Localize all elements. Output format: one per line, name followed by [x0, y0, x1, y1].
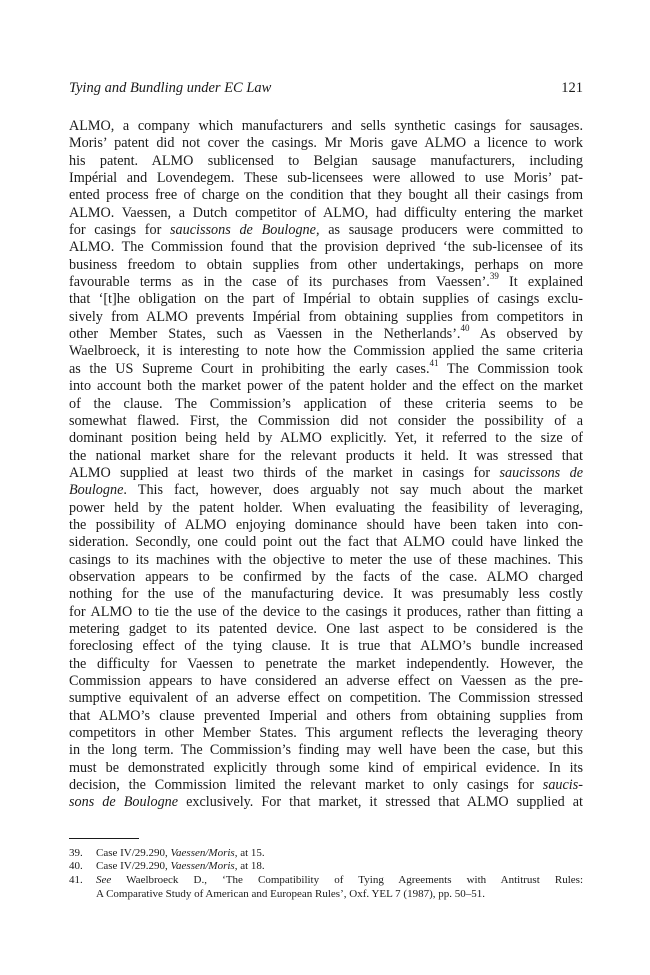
text-line: [69, 413, 583, 430]
body-text: [69, 118, 583, 812]
text-line: [69, 500, 583, 517]
text-line: [69, 760, 583, 777]
text-run: , at 18.: [234, 860, 265, 873]
text-run: ALMO, a company which manufacturers and sells synthetic casings for sausages.: [69, 118, 583, 134]
text-run: into account both the market power of the patent holder and the effect on the market: [69, 378, 583, 395]
text-run: The Commission took: [438, 360, 583, 377]
italic-run: saucis-: [542, 777, 583, 794]
text-line: [69, 656, 583, 673]
text-run: Commission appears to have considered an adverse effect on Vaessen as the pre-: [69, 673, 583, 689]
footnote-text: [96, 874, 583, 901]
text-run: must be demonstrated explicitly through some kind of empirical evidence. In its: [69, 759, 583, 776]
text-run: Case IV/29.290,: [96, 846, 171, 859]
footnote-line: [96, 874, 583, 888]
text-run: metering gadget to its patented device. One last aspect to be considered is the: [69, 620, 583, 637]
text-run: favourable terms as in the case of its purchases from Vaessen’.: [69, 274, 490, 291]
text-run: nothing for the use of the manufacturing device. It was presumably less costly: [69, 586, 583, 603]
footnote-line: [96, 888, 583, 902]
text-run: . This fact, however, does arguably not say much about the market: [123, 482, 583, 499]
text-line: [69, 448, 583, 465]
footnotes: [69, 847, 583, 901]
text-run: As observed by: [469, 326, 583, 343]
footnote: [69, 874, 583, 901]
text-run: sively from ALMO prevents Impérial from obtaining supplies from competitors in: [69, 308, 583, 325]
text-line: [69, 604, 583, 621]
text-run: Waelbroeck, it is interesting to note how the Commission applied the same criteria: [69, 343, 583, 360]
text-run: ented process free of charge on the condition that they bought all their casings from: [69, 187, 583, 204]
text-run: as the US Supreme Court in prohibiting the early cases.: [69, 360, 430, 377]
text-line: [69, 222, 583, 239]
text-run: the national market share for the relevant products it held. It was stressed that: [69, 447, 583, 464]
text-run: ALMO. Vaessen, a Dutch competitor of ALMO, had difficulty entering the market: [69, 204, 583, 221]
text-line: [69, 621, 583, 638]
text-line: [69, 309, 583, 326]
text-run: in the long term. The Commission’s finding may well have been the case, but this: [69, 742, 583, 759]
text-run: Moris’ patent did not cover the casings. Mr Moris gave ALMO a licence to work: [69, 135, 583, 152]
text-line: [69, 794, 583, 811]
text-line: [69, 586, 583, 603]
text-line: [69, 638, 583, 655]
book-page: [69, 80, 583, 901]
running-header: [69, 80, 583, 104]
footnote-ref: 40: [460, 323, 470, 334]
footnote-line: [96, 860, 583, 874]
text-line: [69, 271, 583, 291]
text-line: [69, 343, 583, 360]
footnote-number: 39.: [69, 846, 83, 859]
text-run: It explained: [498, 274, 583, 291]
text-line: [69, 517, 583, 534]
text-line: [69, 569, 583, 586]
footnote-number: 40.: [69, 860, 83, 873]
text-line: [69, 118, 583, 135]
text-line: [69, 239, 583, 256]
italic-run: Vaessen/Moris: [170, 860, 235, 873]
text-line: [69, 323, 583, 343]
footnote-text: [96, 847, 583, 861]
italic-run: saucissons de: [499, 464, 583, 481]
text-line: [69, 777, 583, 794]
text-run: other Member States, such as Vaessen in the Netherlands’.: [69, 326, 461, 343]
text-run: sumptive equivalent of an adverse effect on competition. The Commission stressed: [69, 690, 583, 707]
text-run: , as sausage producers were committed to: [315, 222, 583, 239]
text-run: competitors in other Member States. This argument reflects the leveraging theory: [69, 725, 583, 742]
text-line: [69, 170, 583, 187]
text-run: business freedom to obtain supplies from other undertakings, perhaps on more: [69, 256, 583, 273]
text-run: decision, the Commission limited the relevant market to only casings for: [69, 777, 543, 794]
text-run: Waelbroeck D., ‘The Compatibility of Tying Agreements with Antitrust Rules:: [111, 873, 583, 886]
footnote-line: [96, 847, 583, 861]
text-line: [69, 291, 583, 308]
text-line: [69, 742, 583, 759]
text-run: for casings for: [69, 222, 171, 239]
text-run: sideration. Secondly, one could point out the fact that ALMO could have linked the: [69, 534, 583, 551]
italic-run: Vaessen/Moris: [170, 846, 235, 859]
text-run: Impérial and Lovendegem. These sub-licensees were allowed to use Moris’ pat-: [69, 170, 583, 187]
text-line: [69, 708, 583, 725]
text-line: [69, 396, 583, 413]
running-title: Tying and Bundling under EC Law: [69, 80, 272, 96]
text-run: of the clause. The Commission’s application of these criteria seems to be: [69, 395, 583, 412]
text-run: casings to its machines with the objective to meter the use of these machines. This: [69, 551, 583, 568]
text-line: [69, 378, 583, 395]
text-line: [69, 187, 583, 204]
text-line: [69, 205, 583, 222]
text-line: [69, 430, 583, 447]
text-run: that ‘[t]he obligation on the part of Impérial to obtain supplies of casings exclu-: [69, 291, 583, 308]
text-line: [69, 725, 583, 742]
footnote-rule: [69, 838, 139, 839]
text-line: [69, 690, 583, 707]
text-run: ALMO. The Commission found that the provision deprived ‘the sub-licensee of its: [69, 239, 583, 256]
text-run: ALMO supplied at least two thirds of the market in casings for: [69, 464, 500, 481]
text-run: power held by the patent holder. When evaluating the feasibility of leveraging,: [69, 499, 583, 516]
footnote-ref: 41: [429, 358, 439, 369]
text-line: [69, 257, 583, 274]
text-run: , at 15.: [234, 846, 265, 859]
footnote: [69, 847, 583, 861]
text-run: A Comparative Study of American and European Rules’, Oxf. YEL 7 (1987), pp. 50–51.: [96, 887, 485, 900]
footnote-ref: 39: [489, 271, 499, 282]
text-line: [69, 552, 583, 569]
text-run: for ALMO to tie the use of the device to the casings it produces, rather than fitting a: [69, 603, 583, 620]
italic-run: sons de Boulogne: [69, 794, 179, 811]
text-line: [69, 482, 583, 499]
footnote-text: [96, 860, 583, 874]
text-line: [69, 465, 583, 482]
text-run: the difficulty for Vaessen to penetrate the market independently. However, the: [69, 655, 583, 672]
text-run: somewhat flawed. First, the Commission did not consider the possibility of a: [69, 412, 583, 429]
text-run: foreclosing effect of the tying clause. It is true that ALMO’s bundle increased: [69, 638, 583, 655]
text-run: the possibility of ALMO enjoying dominance should have been taken into con-: [69, 516, 583, 533]
italic-run: Boulogne: [69, 482, 124, 499]
text-line: [69, 135, 583, 152]
text-run: exclusively. For that market, it stressed that ALMO supplied at: [178, 794, 583, 811]
footnote-number: 41.: [69, 873, 83, 886]
text-line: [69, 673, 583, 690]
text-run: dominant position being held by ALMO explicitly. Yet, it referred to the size of: [69, 430, 583, 447]
text-line: [69, 534, 583, 551]
text-run: observation appears to be confirmed by the facts of the case. ALMO charged: [69, 568, 583, 585]
italic-run: saucissons de Boulogne: [170, 222, 316, 239]
footnote: [69, 860, 583, 874]
text-run: that ALMO’s clause prevented Imperial and others from obtaining supplies from: [69, 707, 583, 724]
text-line: [69, 358, 583, 378]
text-line: [69, 153, 583, 170]
text-run: Case IV/29.290,: [96, 860, 171, 873]
text-run: his patent. ALMO sublicensed to Belgian sausage manufacturers, including: [69, 152, 583, 169]
page-number: 121: [561, 80, 583, 96]
italic-run: See: [96, 873, 112, 886]
